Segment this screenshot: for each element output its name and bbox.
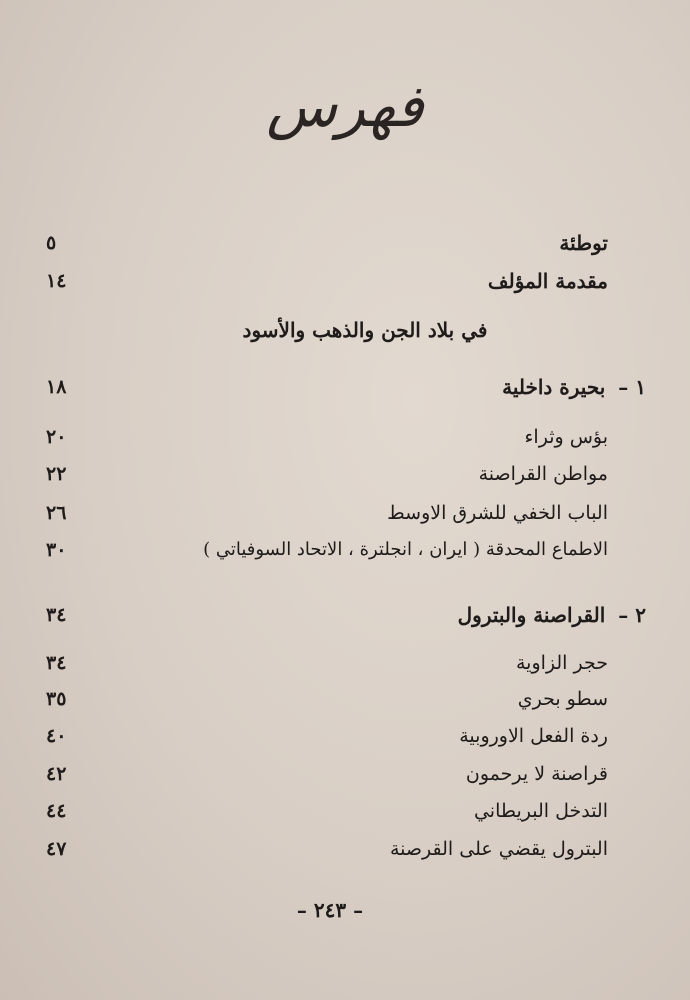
- toc-page: ٤٠: [46, 725, 67, 747]
- toc-page: ٥: [46, 232, 57, 254]
- toc-page: ٣٤: [46, 652, 67, 674]
- toc-label: توطئة: [559, 231, 608, 255]
- section-heading: في بلاد الجن والذهب والأسود: [242, 318, 488, 342]
- chapter-number: ٢ –: [618, 603, 646, 627]
- toc-label: سطو بحري: [517, 688, 608, 710]
- toc-entry: [0, 457, 690, 491]
- toc-entry: [0, 496, 690, 530]
- chapter-entry: [0, 370, 690, 404]
- chapter-label: [458, 598, 646, 632]
- chapter-title: القراصنة والبترول: [457, 603, 606, 627]
- toc-label: التدخل البريطاني: [473, 800, 608, 822]
- toc-label: الباب الخفي للشرق الاوسط: [387, 502, 608, 524]
- toc-entry: [0, 264, 690, 298]
- toc-page: ٢٠: [46, 426, 67, 448]
- toc-entry: [0, 832, 690, 866]
- toc-entry: [0, 226, 690, 260]
- toc-label: البترول يقضي على القرصنة: [389, 838, 608, 860]
- toc-entry: [0, 682, 690, 716]
- toc-label: ردة الفعل الاوروبية: [459, 725, 608, 747]
- toc-label: قراصنة لا يرحمون: [465, 763, 608, 785]
- chapter-entry: [0, 598, 690, 632]
- toc-page: ٤٤: [46, 800, 67, 822]
- toc-label: الاطماع المحدقة ( ايران ، انجلترة ، الاتحاد السوفياتي ): [203, 539, 608, 560]
- toc-page: ٣٤: [46, 604, 67, 626]
- toc-page: ٣٥: [46, 688, 67, 710]
- toc-page: ٢٢: [46, 463, 67, 485]
- page-number: – ٢٤٣ –: [296, 898, 364, 922]
- chapter-label: [502, 370, 646, 404]
- toc-entry: [0, 719, 690, 753]
- toc-page: ٢٦: [46, 502, 67, 524]
- toc-page: ١٨: [46, 376, 67, 398]
- toc-label: مقدمة المؤلف: [487, 269, 608, 293]
- toc-label: بؤس وثراء: [524, 426, 608, 448]
- toc-page: ١٤: [46, 270, 67, 292]
- toc-entry: [0, 420, 690, 454]
- toc-entry: [0, 646, 690, 680]
- toc-page: ٤٢: [46, 763, 67, 785]
- chapter-number: ١ –: [618, 375, 646, 399]
- toc-entry: [0, 794, 690, 828]
- page-title: فهرس: [266, 72, 424, 140]
- toc-label: حجر الزاوية: [515, 652, 608, 674]
- toc-label: مواطن القراصنة: [478, 463, 608, 485]
- toc-page: ٣٠: [46, 539, 67, 561]
- toc-entry: [0, 533, 690, 567]
- toc-page: ٤٧: [46, 838, 67, 860]
- toc-entry: [0, 757, 690, 791]
- chapter-title: بحيرة داخلية: [502, 375, 606, 399]
